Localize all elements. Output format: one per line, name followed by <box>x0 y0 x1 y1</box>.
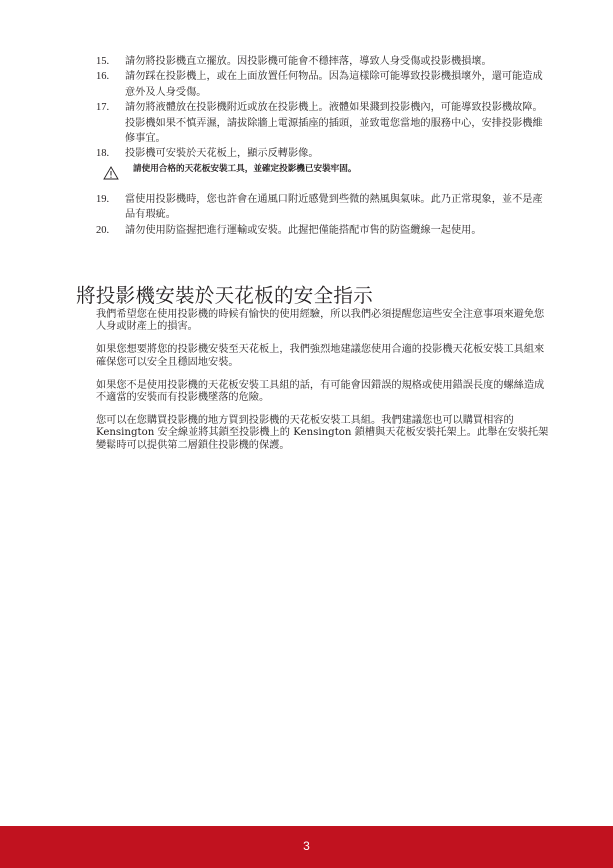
item-number: 17. <box>96 102 110 114</box>
list-item-17 <box>96 100 550 146</box>
item-number: 16. <box>96 71 110 83</box>
page-number: 3 <box>303 839 310 853</box>
warning-text: 請使用合格的天花板安裝工具，並確定投影機已安裝牢固。 <box>133 163 357 174</box>
item-text: 請勿使用防盜握把進行運輸或安裝。此握把僅能搭配市售的防盜纜線一起使用。 <box>125 224 482 236</box>
item-number: 20. <box>96 224 110 236</box>
item-text: 請勿踩在投影機上，或在上面放置任何物品。因為這樣除可能導致投影機損壞外，還可能造成意外及人身受傷。 <box>125 71 543 98</box>
item-text: 請勿將投影機直立擺放。因投影機可能會不穩摔落，導致人身受傷或投影機損壞。 <box>125 56 492 67</box>
item-text: 投影機可安裝於天花板上，顯示反轉影像。 <box>125 148 319 160</box>
list-item-19 <box>96 192 550 223</box>
paragraph: 我們希望您在使用投影機的時候有愉快的使用經驗，所以我們必須提醒您這些安全注意事項來避免您人身或財產上的損害。 <box>96 309 545 333</box>
safety-instructions-list <box>96 54 550 238</box>
paragraph: 您可以在您購買投影機的地方買到投影機的天花板安裝工具組。我們建議您也可以購買相容的 Kensington 安全線並將其鎖至投影機上的 Kensington 鎖槽與天花板安裝托架上。此舉在安裝托架變鬆時可以提供第二層鎖住投影機的保護。 <box>96 415 549 451</box>
paragraph: 如果您不是使用投影機的天花板安裝工具組的話，有可能會因錯誤的規格或使用錯誤長度的螺絲造成不適當的安裝而有投影機墜落的危險。 <box>96 379 545 404</box>
list-item-20 <box>96 223 550 238</box>
list-item-15 <box>96 54 550 69</box>
item-number: 18. <box>96 148 110 160</box>
item-text: 請勿將液體放在投影機附近或放在投影機上。液體如果濺到投影機內，可能導致投影機故障。投影機如果不慎弄濕，請拔除牆上電源插座的插頭，並致電您當地的服務中心，安排投影機維修事宜。 <box>125 102 543 145</box>
item-number: 19. <box>96 193 110 205</box>
section-title: 將投影機安裝於天花板的安全指示 <box>76 284 374 307</box>
list-item-16 <box>96 69 550 100</box>
item-text: 當使用投影機時，您也許會在通風口附近感覺到些微的熱風與氣味。此乃正常現象，並不是產品有瑕疵。 <box>125 193 543 221</box>
section-body <box>96 309 550 463</box>
list-item-18 <box>96 146 550 161</box>
item-number: 15. <box>96 56 110 67</box>
paragraph: 如果您想要將您的投影機安裝至天花板上，我們強烈地建議您使用合適的投影機天花板安裝工具組來確保您可以安全且穩固地安裝。 <box>96 344 545 368</box>
warning-triangle-icon <box>103 166 119 180</box>
footer-bar <box>0 826 613 868</box>
warning-note <box>96 162 550 192</box>
